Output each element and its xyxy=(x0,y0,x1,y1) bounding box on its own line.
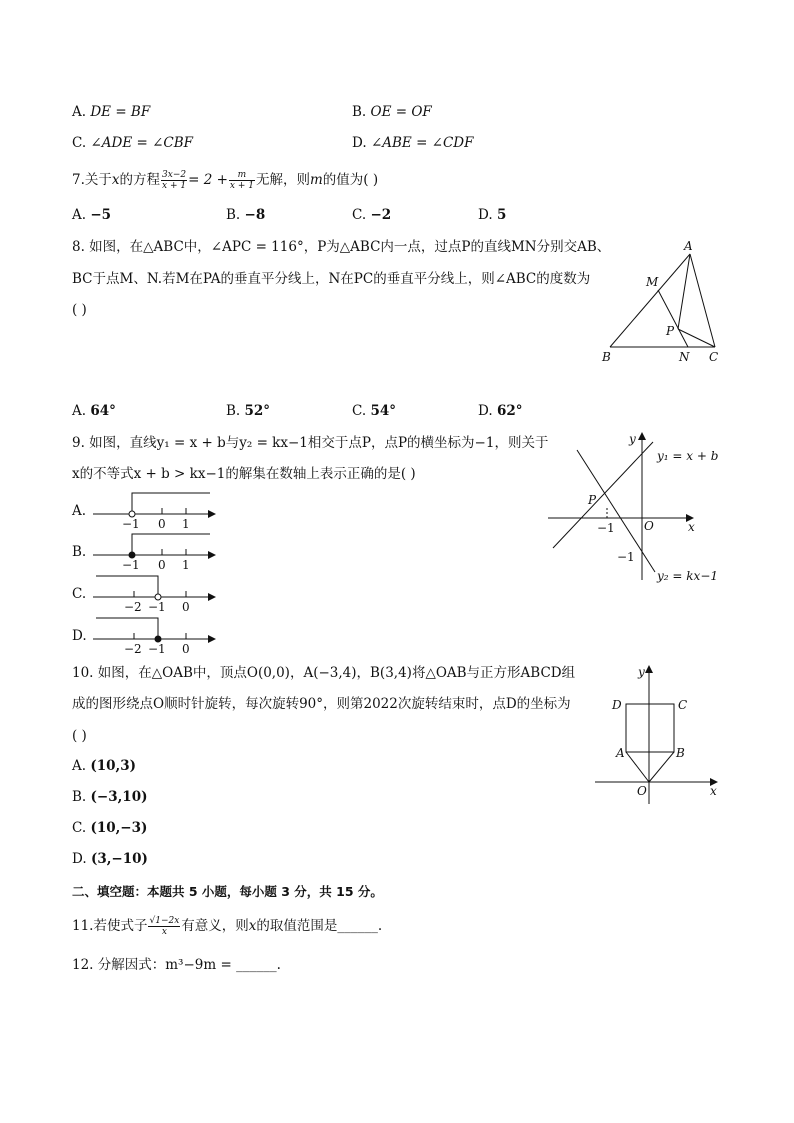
q9-a-tick-1: −1 xyxy=(122,517,140,531)
q9-stem-line1: 9. 如图，直线y₁ = x + b与y₂ = kx−1相交于点P，点P的横坐标为−1，则关于 xyxy=(72,435,549,451)
q9-option-a-label: A. xyxy=(72,503,87,519)
q10-stem-line2: 成的图形绕点O顺时针旋转，每次旋转90°，则第2022次旋转结束时，点D的坐标为 xyxy=(72,696,571,712)
q9-option-b-numberline xyxy=(90,531,225,571)
q12-stem: 12. 分解因式：m³−9m = ______. xyxy=(72,957,281,973)
q6-option-d: D. ∠ABE = ∠CDF xyxy=(352,135,474,151)
q9-line-y2-label: y₂ = kx−1 xyxy=(657,569,719,583)
q8-label-p: P xyxy=(666,324,675,338)
q10-x-axis-label: x xyxy=(710,784,717,798)
q9-option-d-label: D. xyxy=(72,628,87,644)
q9-point-p-label: P xyxy=(588,493,597,507)
q9-b-tick-2: 0 xyxy=(158,558,166,572)
q8-label-a: A xyxy=(684,239,693,253)
q10-stem-line1: 10. 如图，在△OAB中，顶点O(0,0)，A(−3,4)，B(3,4)将△OAB与正方形ABCD组 xyxy=(72,665,576,681)
q9-c-tick-1: −2 xyxy=(124,600,142,614)
q9-d-tick-3: 0 xyxy=(182,642,190,656)
q10-stem-line3: ( ) xyxy=(72,728,87,744)
q9-b-tick-1: −1 xyxy=(122,558,140,572)
q9-option-c-label: C. xyxy=(72,586,87,602)
q6-option-a: A. DE = BF xyxy=(72,104,151,120)
q10-label-a: A xyxy=(616,746,625,760)
q9-d-tick-1: −2 xyxy=(124,642,142,656)
q9-option-b-label: B. xyxy=(72,544,87,560)
q8-option-d: D. 62° xyxy=(478,403,523,419)
q8-option-c: C. 54° xyxy=(352,403,396,419)
q10-origin-label: O xyxy=(637,784,647,798)
q7-option-a: A. −5 xyxy=(72,207,112,223)
q8-stem-line2: BC于点M、N.若M在PA的垂直平分线上，N在PC的垂直平分线上，则∠ABC的度数为 xyxy=(72,271,591,287)
q9-a-tick-2: 0 xyxy=(158,517,166,531)
q8-label-n: N xyxy=(679,350,690,364)
q10-option-c: C. (10,−3) xyxy=(72,820,148,836)
q10-option-a: A. (10,3) xyxy=(72,758,136,774)
q8-label-b: B xyxy=(602,350,611,364)
q9-b-tick-3: 1 xyxy=(182,558,190,572)
q9-d-tick-2: −1 xyxy=(148,642,166,656)
q9-graph-figure xyxy=(545,430,730,590)
q9-c-tick-2: −1 xyxy=(148,600,166,614)
q9-option-d-numberline xyxy=(90,615,225,655)
q8-stem-line3: ( ) xyxy=(72,302,87,318)
q9-c-tick-3: 0 xyxy=(182,600,190,614)
q6-option-c: C. ∠ADE = ∠CBF xyxy=(72,135,193,151)
q10-label-d: D xyxy=(612,698,622,712)
q7-option-d: D. 5 xyxy=(478,207,507,223)
q8-option-b: B. 52° xyxy=(226,403,271,419)
q9-x-axis-label: x xyxy=(688,520,695,534)
q9-x-neg1-label: −1 xyxy=(597,521,615,535)
q9-origin-label: O xyxy=(644,519,654,533)
q10-y-axis-label: y xyxy=(638,665,645,679)
section-2-heading: 二、填空题：本题共 5 小题，每小题 3 分，共 15 分。 xyxy=(72,884,383,899)
q9-option-a-numberline xyxy=(90,490,225,530)
q11-stem: 11.若使式子 $\frac{√1-2x}{x}$ 有意义，则x的取值范围是______. xyxy=(72,916,383,937)
q6-option-b: B. OE = OF xyxy=(352,104,432,120)
q9-y-axis-label: y xyxy=(629,432,636,446)
q9-option-c-numberline xyxy=(90,573,225,613)
q10-option-d: D. (3,−10) xyxy=(72,851,148,867)
q7-option-b: B. −8 xyxy=(226,207,266,223)
q8-label-c: C xyxy=(709,350,719,364)
q10-label-c: C xyxy=(678,698,688,712)
q9-stem-line2: x的不等式x + b > kx−1的解集在数轴上表示正确的是( ) xyxy=(72,466,416,482)
q8-label-m: M xyxy=(646,275,659,289)
q9-a-tick-3: 1 xyxy=(182,517,190,531)
q8-triangle-figure xyxy=(595,236,735,366)
q10-rotation-figure xyxy=(592,662,727,807)
q9-y-neg1-label: −1 xyxy=(617,550,635,564)
q8-stem-line1: 8. 如图，在△ABC中，∠APC = 116°，P为△ABC内一点，过点P的直线MN分别交AB、 xyxy=(72,239,611,255)
q7-stem: 7.关于x的方程 $\frac{3x-2}{x + 1}$ = 2 + $\frac{m}{x + 1}$ 无解，则m的值为( ) xyxy=(72,170,379,191)
q7-option-c: C. −2 xyxy=(352,207,392,223)
q10-option-b: B. (−3,10) xyxy=(72,789,148,805)
q9-line-y1-label: y₁ = x + b xyxy=(657,449,719,463)
q10-label-b: B xyxy=(676,746,685,760)
q8-option-a: A. 64° xyxy=(72,403,116,419)
